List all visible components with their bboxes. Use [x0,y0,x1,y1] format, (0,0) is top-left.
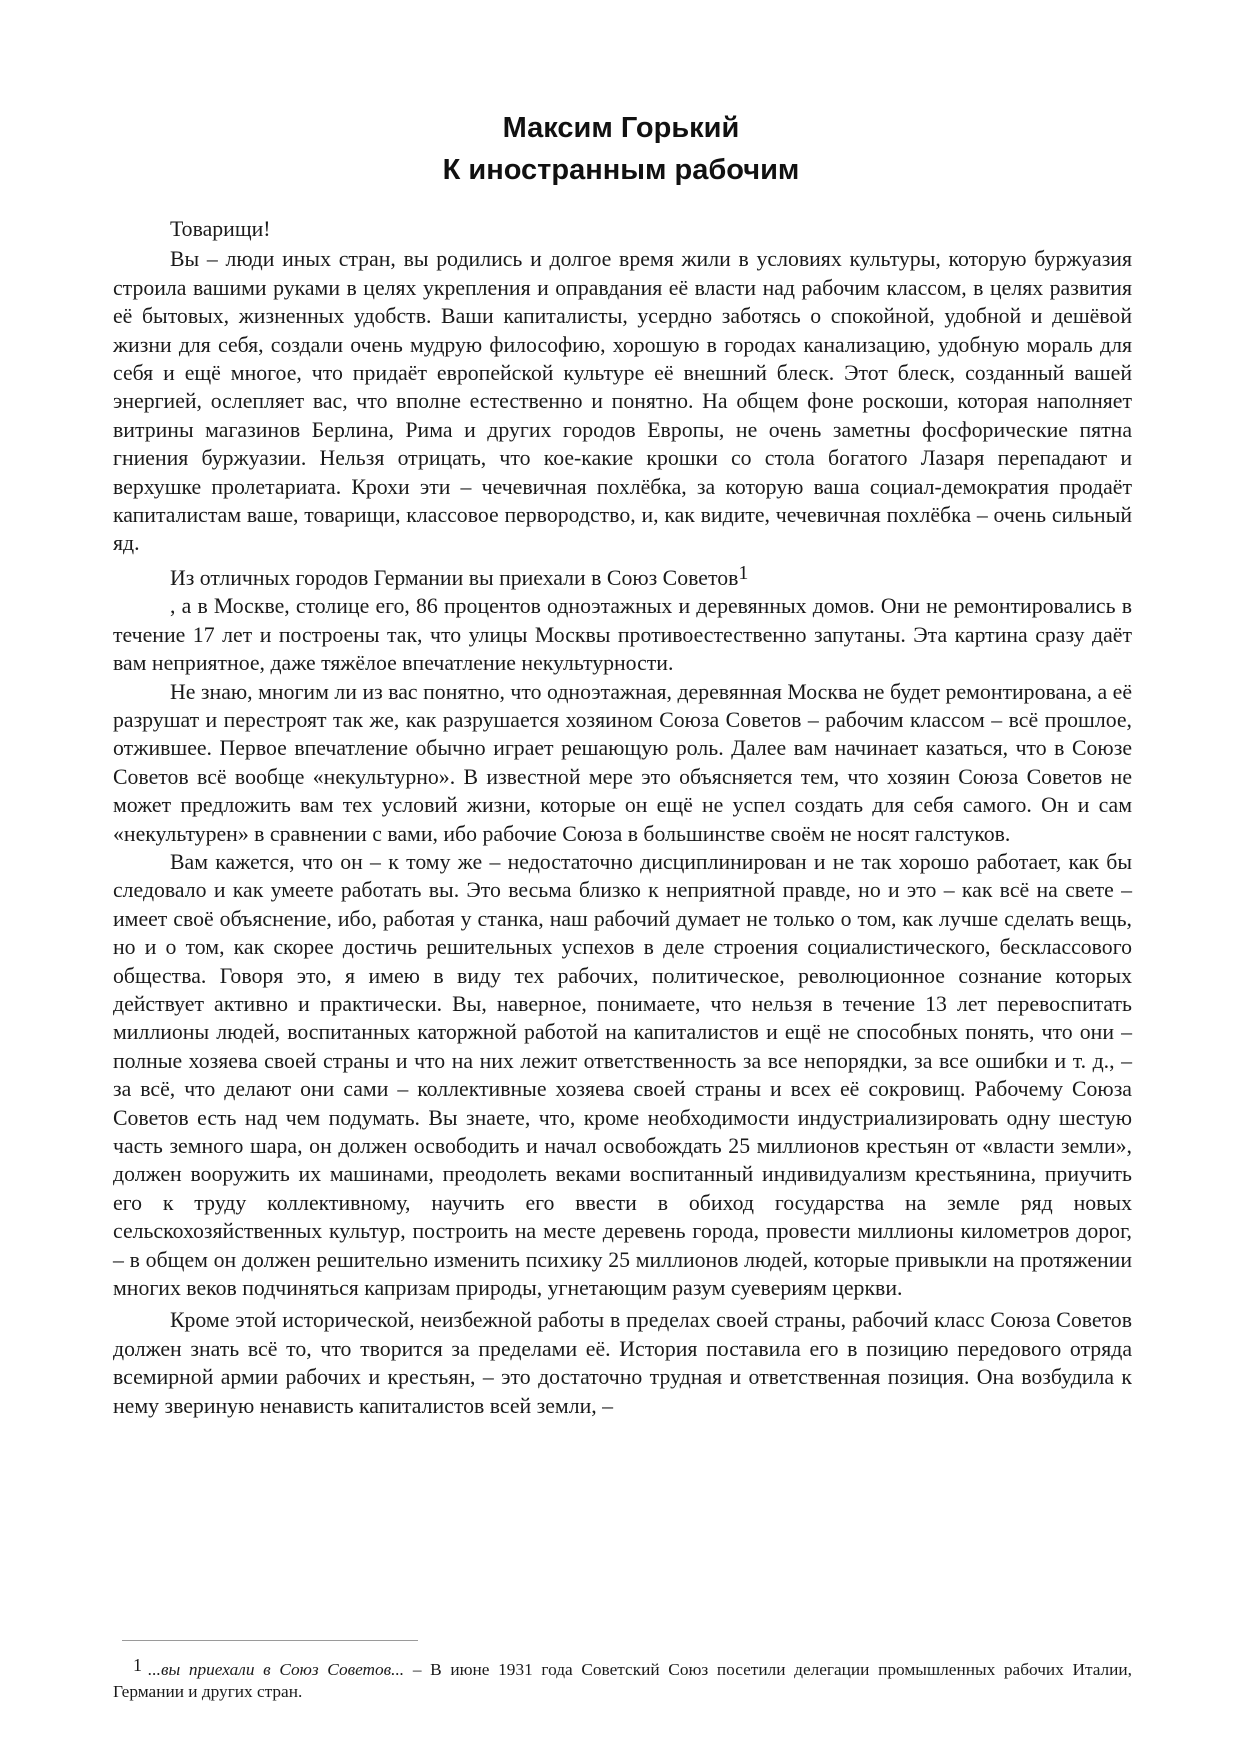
paragraph-2-text: Из отличных городов Германии вы приехали в Союз Советов [170,565,739,590]
footnote-quote: ...вы приехали в Союз Советов... [148,1660,405,1679]
greeting-paragraph: Товарищи! [170,217,271,241]
footnote-divider [122,1640,418,1641]
paragraph-1: Вы – люди иных стран, вы родились и долгое время жили в условиях культуры, которую буржуазия строила вашими руками в целях укрепления и оправдания её власти над рабочим классом, в целях развития её бытовых, жизненных удобств. Ваши капиталисты, усердно заботясь о спокойной, удобной и дешёвой жизни для себя, создали очень мудрую философию, хорошую в городах канализацию, удобную мораль для себя и ещё многое, что придаёт европейской культуре её внешний блеск. Этот блеск, созданный вашей энергией, ослепляет вас, что вполне естественно и понятно. На общем фоне роскоши, которая наполняет витрины магазинов Берлина, Рима и других городов Европы, не очень заметны фосфорические пятна гниения буржуазии. Нельзя отрицать, что кое-какие крошки со стола богатого Лазаря перепадают и верхушке пролетариата. Крохи эти – чечевичная похлёбка, за которую ваша социал-демократия продаёт капиталистам ваше, товарищи, классовое первородство, и, как видите, чечевичная похлёбка – очень сильный яд. [113,247,1132,556]
paragraph-3: , а в Москве, столице его, 86 процентов одноэтажных и деревянных домов. Они не ремонтировались в течение 17 лет и построены так, что улицы Москвы противоестественно запутаны. Эта картина сразу даёт вам неприятное, даже тяжёлое впечатление некультурности. [113,594,1132,676]
footnote-reference[interactable]: 1 [738,561,749,584]
footnote: 1 ...вы приехали в Союз Советов... – В июне 1931 года Советский Союз посетили делегации промышленных рабочих Италии, Германии и других стран. [113,1655,1132,1701]
paragraph-4: Не знаю, многим ли из вас понятно, что одноэтажная, деревянная Москва не будет ремонтирована, а её разрушат и перестроят так же, как разрушается хозяином Союза Советов – рабочим классом – всё прошлое, отжившее. Первое впечатление обычно играет решающую роль. Далее вам начинает казаться, что в Союзе Советов всё вообще «некультурно». В известной мере это объясняется тем, что хозяин Союза Советов не может предложить вам тех условий жизни, которые он ещё не успел создать для себя самого. Он и сам «некультурен» в сравнении с вами, ибо рабочие Союза в большинстве своём не носят галстуков. [113,679,1132,846]
paragraph-2 [113,561,1132,592]
footnote-text: – В июне 1931 года Советский Союз посетили делегации промышленных рабочих Италии, Германии и других стран. [113,1660,1132,1701]
work-title: К иностранным рабочим [442,154,800,186]
article-body [113,215,1132,1420]
paragraph-6: Кроме этой исторической, неизбежной работы в пределах своей страны, рабочий класс Союза Советов должен знать всё то, что творится за пределами её. История поставила его в позицию передового отряда всемирной армии рабочих и крестьян, – это достаточно трудная и ответственная позиция. Она возбудила к нему звериную ненависть капиталистов всей земли, – [113,1308,1132,1418]
paragraph-5: Вам кажется, что он – к тому же – недостаточно дисциплинирован и не так хорошо работает, как бы следовало и как умеете работать вы. Это весьма близко к неприятной правде, но и это – как всё на свете – имеет своё объяснение, ибо, работая у станка, наш рабочий думает не только о том, как лучше сделать вещь, но и о том, как скорее достичь решительных успехов в деле строения социалистического, бесклассового общества. Говоря это, я имею в виду тех рабочих, политическое, революционное сознание которых действует активно и практически. Вы, наверное, понимаете, что нельзя в течение 13 лет перевоспитать миллионы людей, воспитанных каторжной работой на капиталистов и ещё не способных понять, что они – полные хозяева своей страны и что на них лежит ответственность за все непорядки, за все ошибки и т. д., – за всё, что делают они сами – коллективные хозяева своей страны и всех её сокровищ. Рабочему Союза Советов есть над чем подумать. Вы знаете, что, кроме необходимости индустриализировать одну шестую часть земного шара, он должен освободить и начал освобождать 25 миллионов крестьян от «власти земли», должен вооружить их машинами, преодолеть веками воспитанный индивидуализм крестьянина, приучить его к труду коллективному, научить его ввести в обиход государства на земле ряд новых сельскохозяйственных культур, построить на месте деревень города, провести миллионы километров дорог, – в общем он должен решительно изменить психику 25 миллионов людей, которые привыкли на протяжении многих веков подчиняться капризам природы, угнетающим разум суевериям церкви. [113,849,1132,1301]
author-name: Максим Горький [502,112,740,144]
